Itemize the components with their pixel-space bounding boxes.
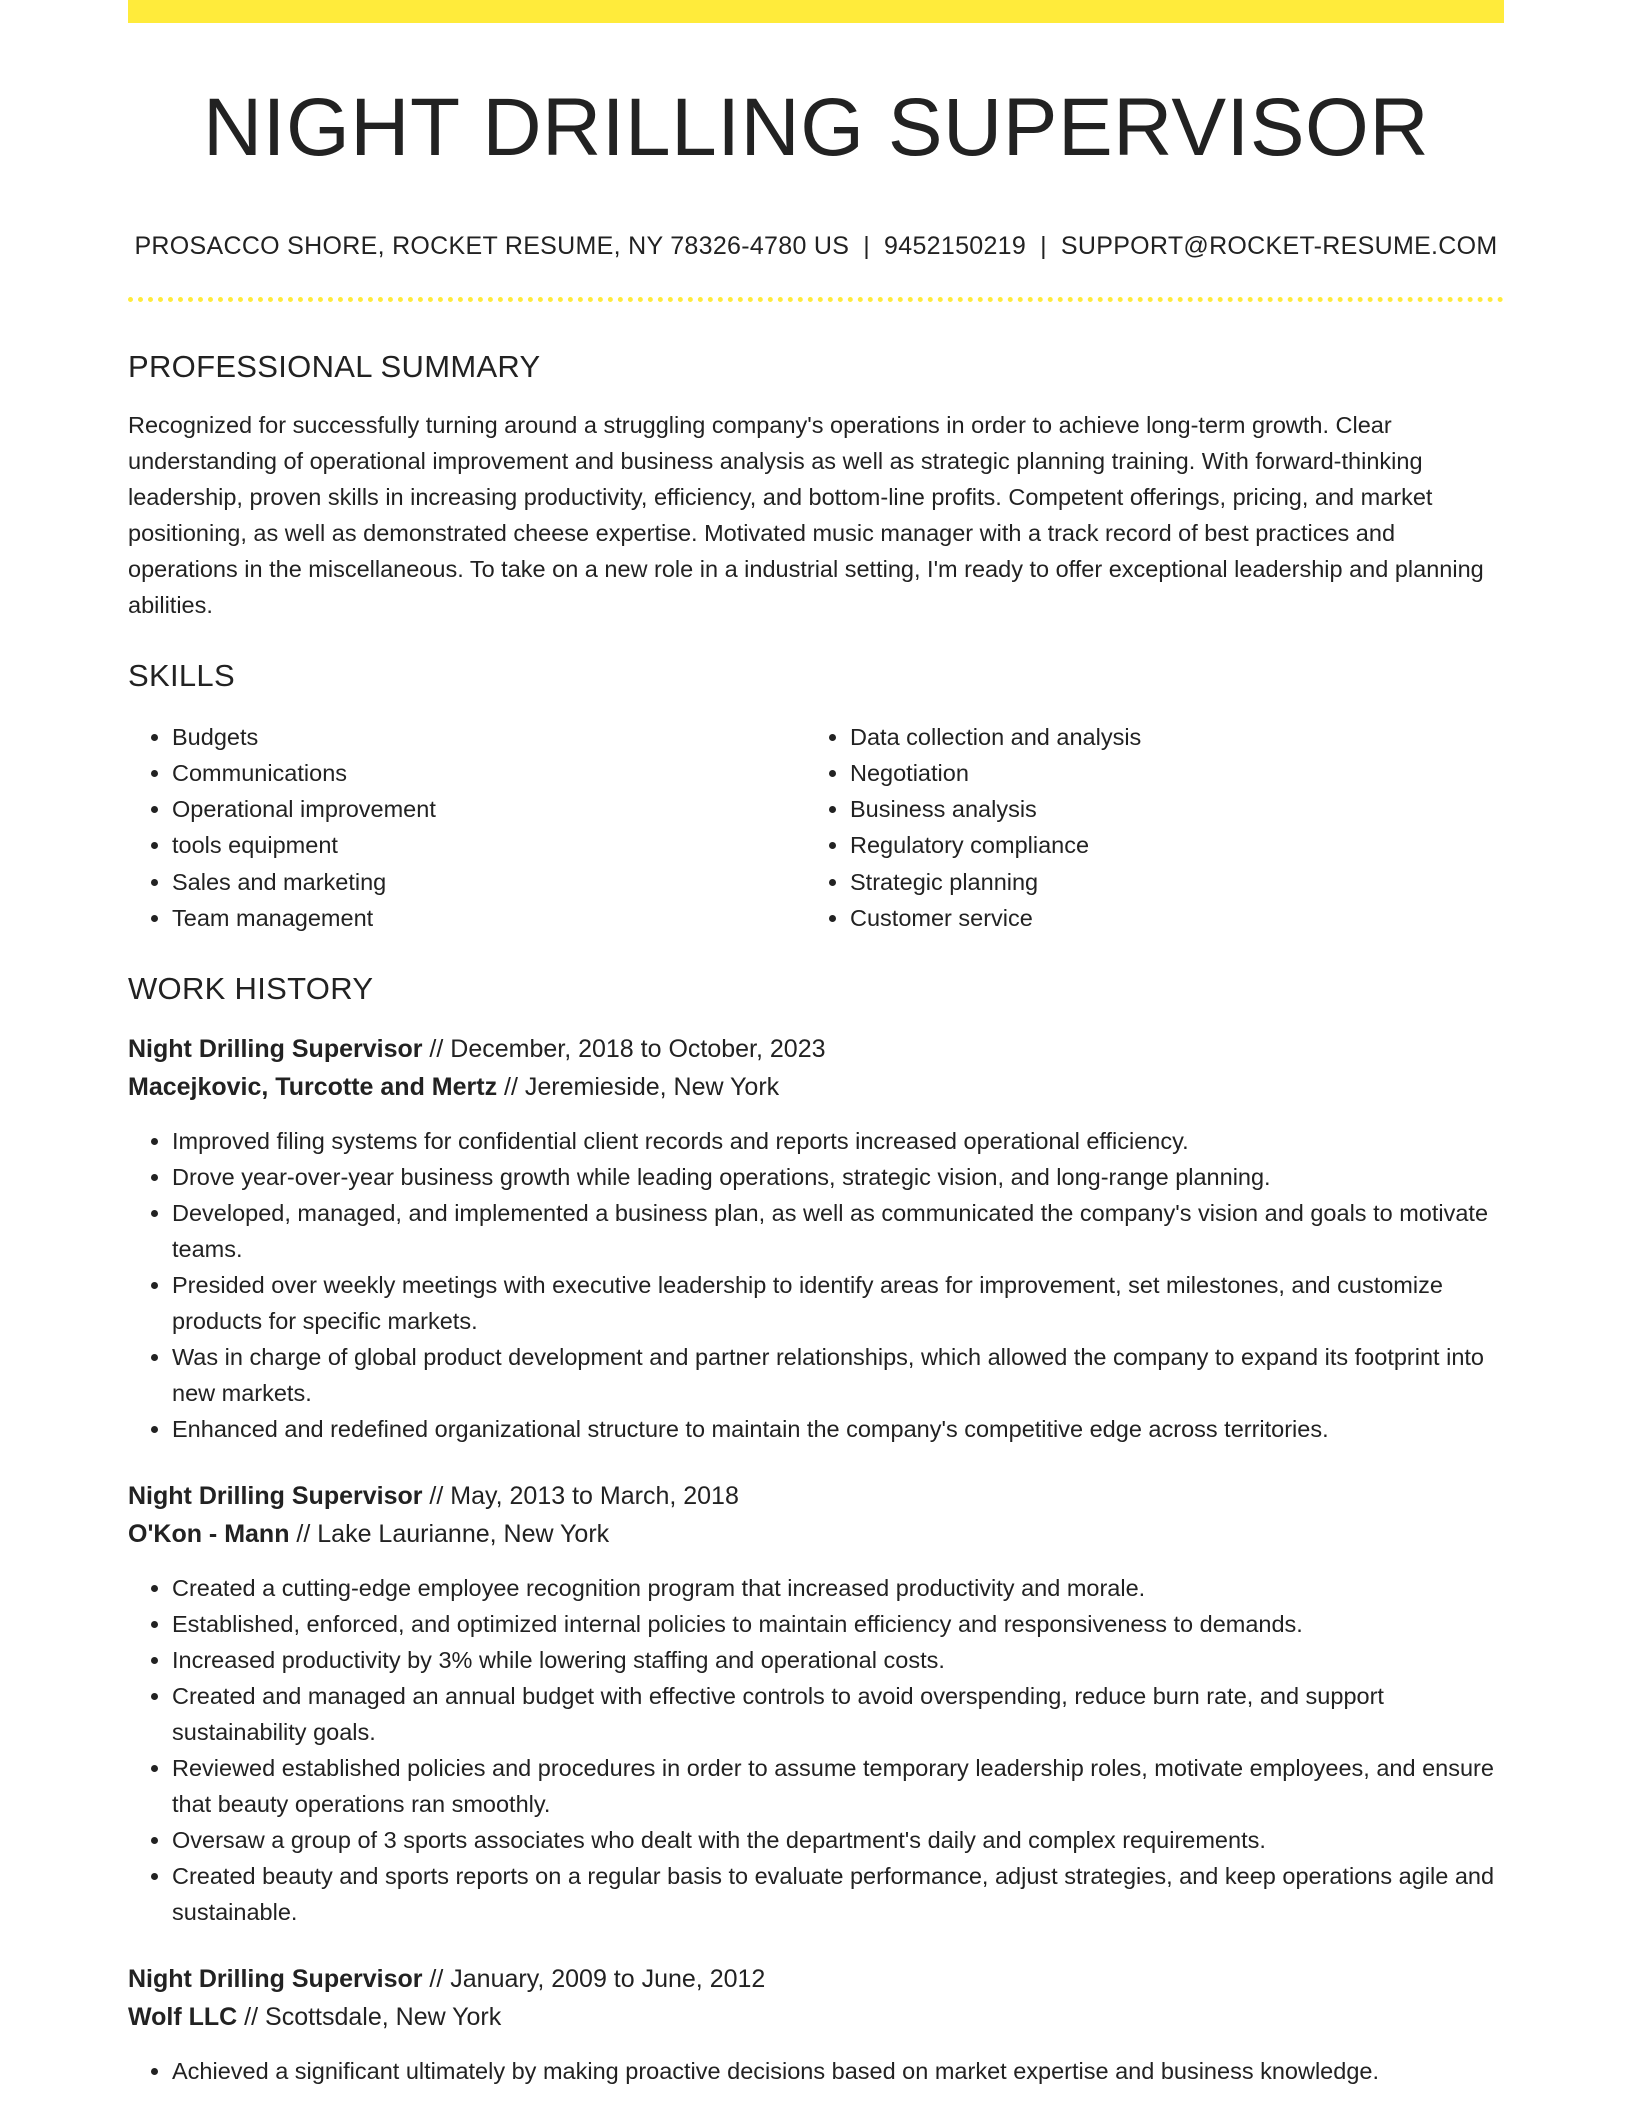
contact-email[interactable]: SUPPORT@ROCKET-RESUME.COM (1060, 232, 1498, 261)
job-company-line (128, 1998, 1504, 2036)
job-company: Wolf LLC (128, 2002, 238, 2031)
job-bullet: • Drove year-over-year business growth while leading operations, strategic vision, and long-range planning. (172, 1159, 1504, 1195)
skills-list (128, 719, 1504, 937)
job-bullet: • Was in charge of global product development and partner relationships, which allowed the company to expand its footprint into new markets. (172, 1339, 1504, 1411)
job-entry (128, 1030, 1504, 1447)
skill-item: • Sales and marketing (172, 864, 806, 900)
job-entry (128, 1477, 1504, 1930)
job-location: // Scottsdale, New York (237, 2002, 502, 2031)
skill-item: • Negotiation (850, 755, 1484, 791)
skill-item: • Operational improvement (172, 791, 806, 827)
job-dates: // January, 2009 to June, 2012 (422, 1964, 766, 1993)
resume-page (128, 0, 1504, 2089)
job-bullet: • Established, enforced, and optimized internal policies to maintain efficiency and responsiveness to demands. (172, 1606, 1504, 1642)
job-dates: // December, 2018 to October, 2023 (422, 1034, 826, 1063)
skills-heading: SKILLS (128, 658, 235, 694)
job-title: Night Drilling Supervisor (128, 1964, 423, 1993)
job-title-line (128, 1477, 1504, 1515)
job-bullet: • Reviewed established policies and procedures in order to assume temporary leadership roles, motivate employees, and ensure that beauty operations ran smoothly. (172, 1750, 1504, 1822)
contact-line (128, 231, 1504, 261)
job-bullet: • Improved filing systems for confidential client records and reports increased operational efficiency. (172, 1123, 1504, 1159)
job-title: Night Drilling Supervisor (128, 1034, 423, 1063)
contact-phone[interactable]: 9452150219 (884, 232, 1027, 261)
summary-text: Recognized for successfully turning around a struggling company's operations in order to achieve long-term growth. Clear understanding of operational improvement and business analysis as well as strategic planning training. With forward-thinking leadership, proven skills in increasing productivity, efficiency, and bottom-line profits. Competent offerings, pricing, and market positioning, as well as demonstrated cheese expertise. Motivated music manager with a track record of best practices and operations in the miscellaneous. To take on a new role in a industrial setting, I'm ready to offer exceptional leadership and planning abilities. (128, 412, 1484, 619)
skill-item: • Strategic planning (850, 864, 1484, 900)
job-bullet: • Created a cutting-edge employee recognition program that increased productivity and morale. (172, 1570, 1504, 1606)
job-bullet: • Increased productivity by 3% while lowering staffing and operational costs. (172, 1642, 1504, 1678)
candidate-title: NIGHT DRILLING SUPERVISOR (202, 82, 1430, 173)
job-bullet: • Oversaw a group of 3 sports associates who dealt with the department's daily and complex requirements. (172, 1822, 1504, 1858)
job-bullet: • Created and managed an annual budget with effective controls to avoid overspending, reduce burn rate, and support sustainability goals. (172, 1678, 1504, 1750)
job-location: // Jeremieside, New York (497, 1072, 780, 1101)
job-company: O'Kon - Mann (128, 1519, 290, 1548)
skill-item: • tools equipment (172, 827, 806, 863)
job-title-line (128, 1030, 1504, 1068)
job-bullet: • Developed, managed, and implemented a business plan, as well as communicated the company's vision and goals to motivate teams. (172, 1195, 1504, 1267)
contact-separator: | (863, 232, 871, 261)
job-bullet: • Created beauty and sports reports on a regular basis to evaluate performance, adjust strategies, and keep operations agile and sustainable. (172, 1858, 1504, 1930)
job-entry (128, 1960, 1504, 2089)
skills-column-left (128, 719, 806, 937)
job-bullets (128, 1123, 1504, 1447)
job-title-line (128, 1960, 1504, 1998)
skills-column-right (806, 719, 1484, 937)
job-bullet: • Achieved a significant ultimately by making proactive decisions based on market expertise and business knowledge. (172, 2053, 1504, 2089)
skill-item: • Business analysis (850, 791, 1484, 827)
job-company: Macejkovic, Turcotte and Mertz (128, 1072, 498, 1101)
job-dates: // May, 2013 to March, 2018 (422, 1481, 739, 1510)
job-title: Night Drilling Supervisor (128, 1481, 423, 1510)
skill-item: • Customer service (850, 900, 1484, 936)
contact-separator: | (1040, 232, 1047, 261)
skill-item: • Data collection and analysis (850, 719, 1484, 755)
skill-item: • Communications (172, 755, 806, 791)
job-company-line (128, 1515, 1504, 1553)
skill-item: • Regulatory compliance (850, 827, 1484, 863)
job-location: // Lake Laurianne, New York (289, 1519, 610, 1548)
job-bullets (128, 1570, 1504, 1930)
job-bullet: • Presided over weekly meetings with executive leadership to identify areas for improvement, set milestones, and customize products for specific markets. (172, 1267, 1504, 1339)
job-bullets (128, 2053, 1504, 2089)
accent-top-bar (128, 0, 1504, 23)
skill-item: • Team management (172, 900, 806, 936)
contact-address: PROSACCO SHORE, ROCKET RESUME, NY 78326-4780 US (134, 232, 850, 261)
job-bullet: • Enhanced and redefined organizational structure to maintain the company's competitive edge across territories. (172, 1411, 1504, 1447)
job-company-line (128, 1068, 1504, 1106)
skill-item: • Budgets (172, 719, 806, 755)
work-history-heading: WORK HISTORY (128, 971, 374, 1007)
dotted-divider (128, 297, 1504, 302)
summary-heading: PROFESSIONAL SUMMARY (128, 349, 541, 385)
